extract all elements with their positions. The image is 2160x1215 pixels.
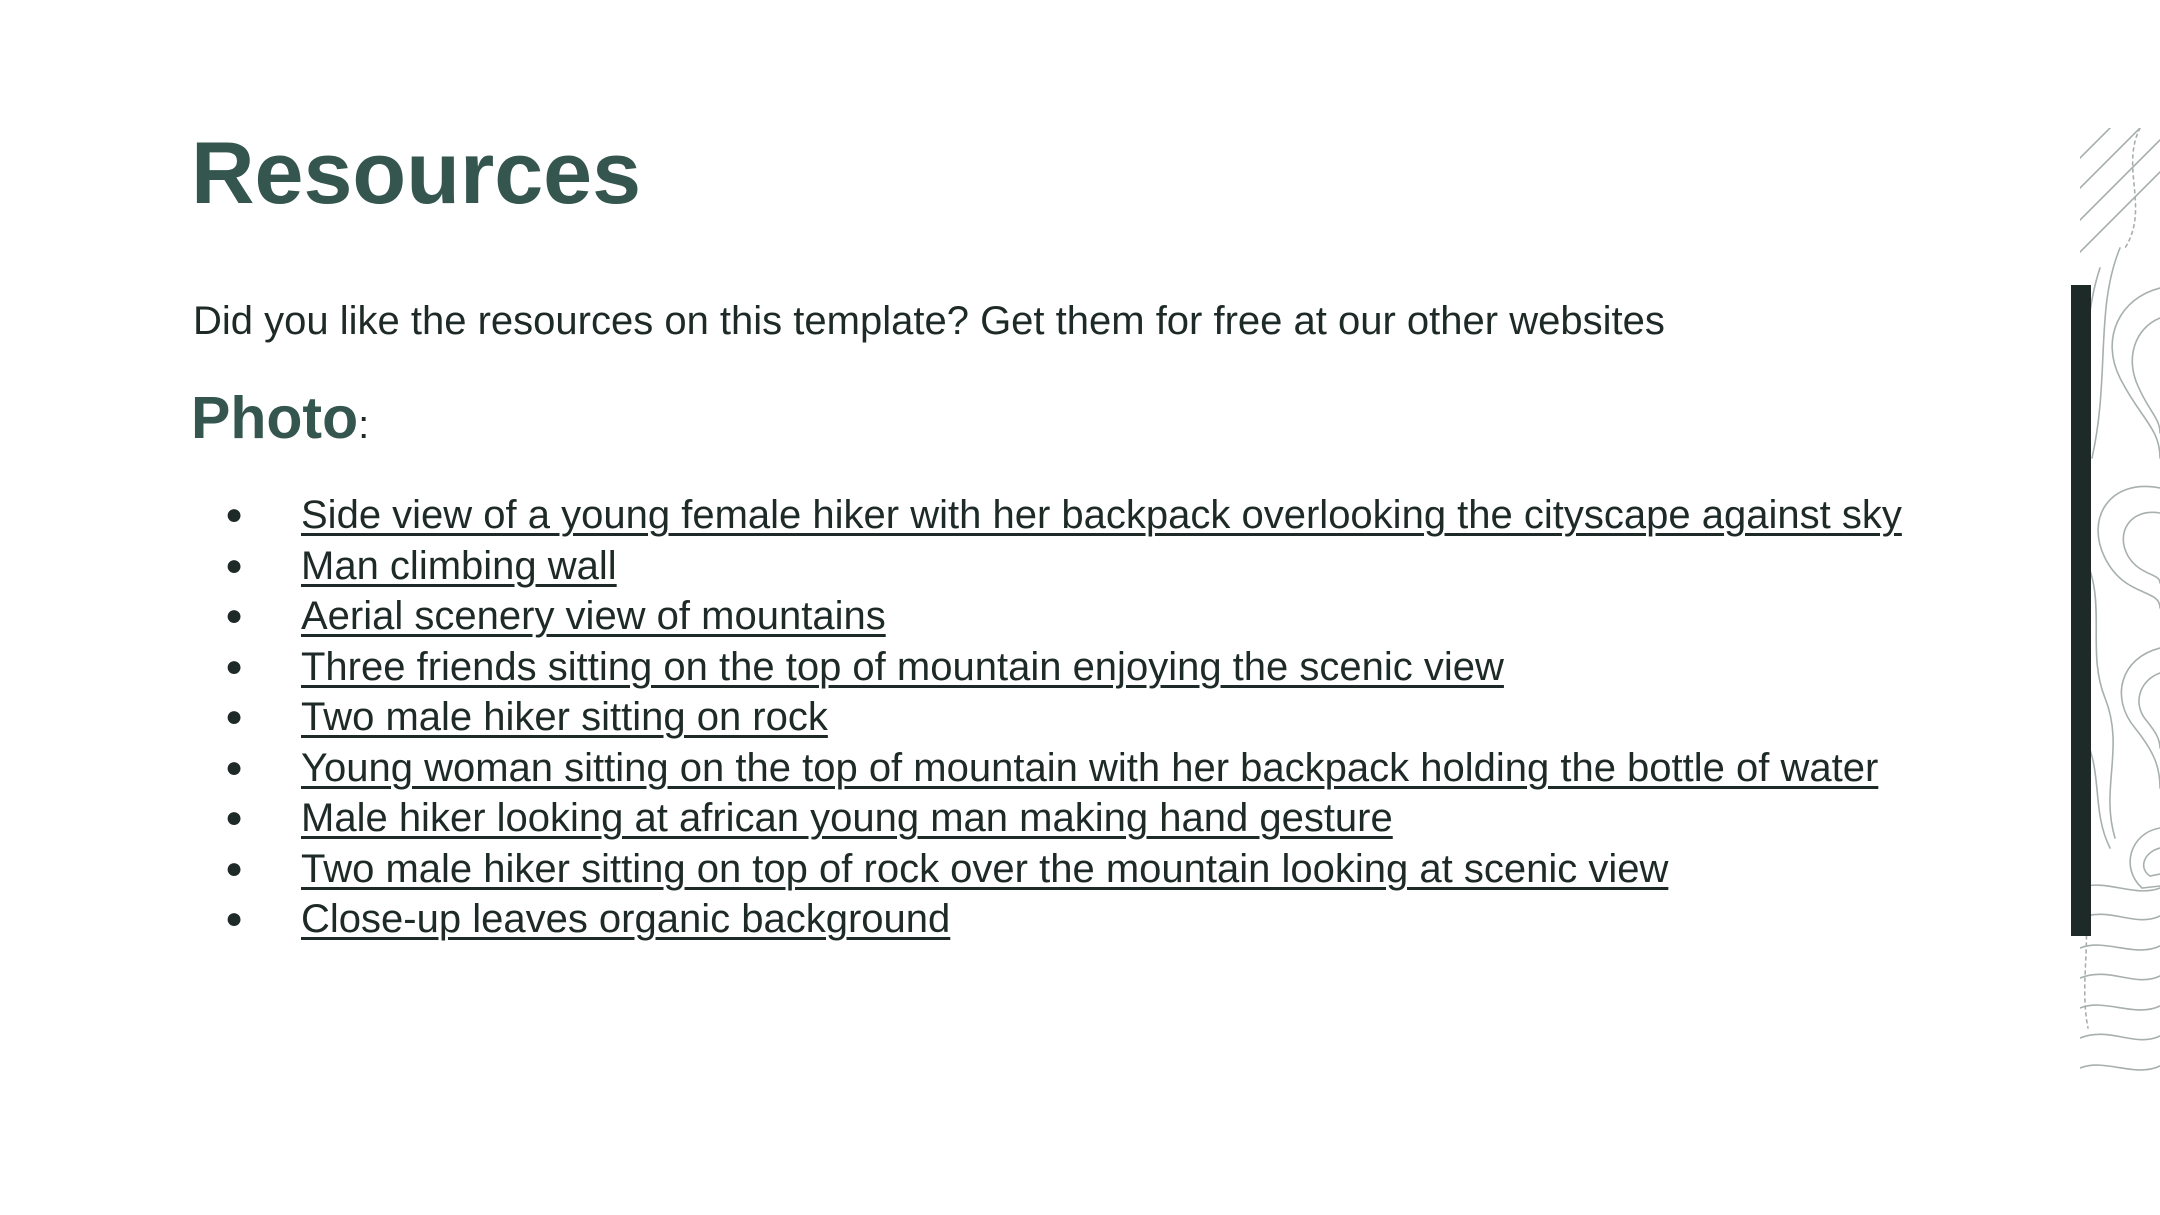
bullet-icon: ● bbox=[225, 498, 244, 531]
photo-link-7[interactable]: Male hiker looking at african young man making hand gesture bbox=[301, 796, 1393, 840]
accent-bar bbox=[2071, 285, 2091, 936]
bullet-icon: ● bbox=[225, 902, 244, 935]
photo-link-8[interactable]: Two male hiker sitting on top of rock over the mountain looking at scenic view bbox=[301, 846, 1669, 891]
bullet-icon: ● bbox=[225, 700, 244, 733]
list-item bbox=[225, 894, 1985, 945]
photo-link-3[interactable]: Aerial scenery view of mountains bbox=[301, 594, 886, 638]
list-item bbox=[225, 642, 1985, 693]
list-item bbox=[225, 591, 1985, 642]
list-item bbox=[225, 490, 1985, 541]
bullet-icon: ● bbox=[225, 599, 244, 632]
photo-link-5[interactable]: Two male hiker sitting on rock bbox=[301, 695, 828, 739]
bullet-icon: ● bbox=[225, 851, 244, 885]
photo-links-list bbox=[225, 490, 1985, 945]
intro-text: Did you like the resources on this template? Get them for free at our other websites bbox=[193, 299, 1665, 343]
photo-link-2[interactable]: Man climbing wall bbox=[301, 543, 617, 588]
section-heading-label: Photo bbox=[191, 385, 359, 451]
section-heading-photo bbox=[191, 380, 369, 463]
list-item bbox=[225, 793, 1985, 844]
page-title: Resources bbox=[191, 123, 642, 222]
list-item bbox=[225, 743, 1985, 794]
list-item bbox=[225, 541, 1985, 592]
list-item bbox=[225, 692, 1985, 743]
photo-link-4[interactable]: Three friends sitting on the top of mountain enjoying the scenic view bbox=[301, 644, 1504, 689]
section-heading-colon: : bbox=[358, 403, 370, 447]
bullet-icon: ● bbox=[225, 801, 244, 834]
bullet-icon: ● bbox=[225, 750, 244, 784]
bullet-icon: ● bbox=[225, 548, 244, 582]
list-item bbox=[225, 844, 1985, 895]
photo-link-9[interactable]: Close-up leaves organic background bbox=[301, 897, 951, 941]
topographic-pattern-icon bbox=[2080, 128, 2160, 1088]
photo-link-6[interactable]: Young woman sitting on the top of mountain with her backpack holding the bottle of water bbox=[301, 745, 1879, 790]
bullet-icon: ● bbox=[225, 649, 244, 683]
photo-link-1[interactable]: Side view of a young female hiker with her backpack overlooking the cityscape against sky bbox=[301, 493, 1902, 537]
